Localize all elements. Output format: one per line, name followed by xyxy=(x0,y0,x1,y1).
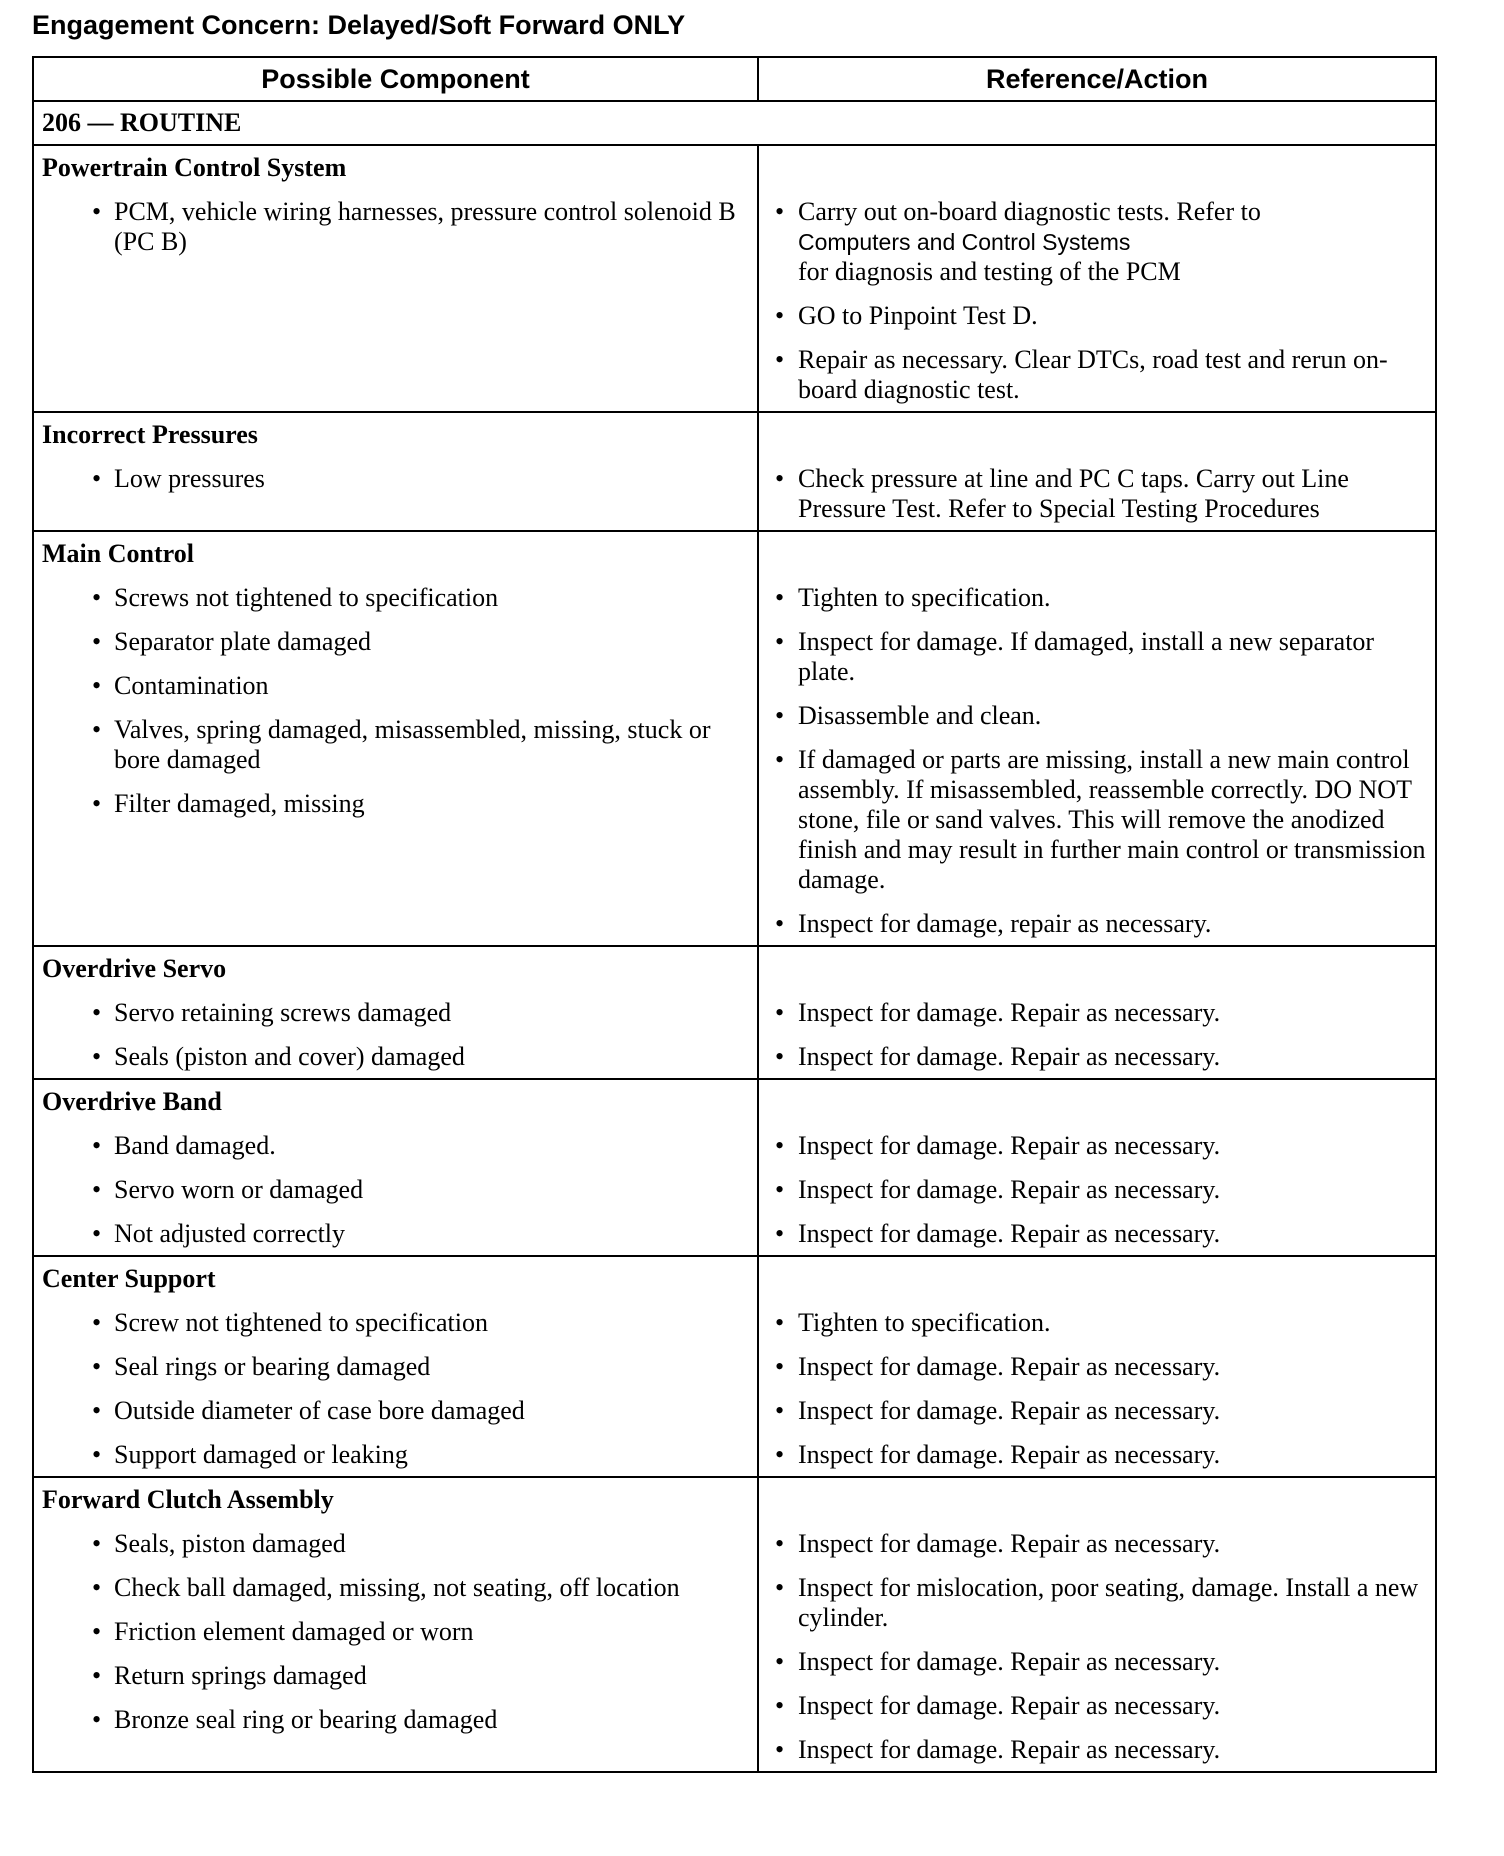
section-title: Main Control xyxy=(42,539,194,568)
action-text: Inspect for damage. Repair as necessary. xyxy=(798,1529,1221,1558)
component-item: • Support damaged or leaking xyxy=(42,1440,749,1470)
action-list xyxy=(767,1131,1427,1249)
action-list xyxy=(767,464,1427,524)
action-text: Inspect for damage. Repair as necessary. xyxy=(798,998,1221,1027)
component-item: • Servo retaining screws damaged xyxy=(42,998,749,1028)
action-text: Inspect for damage. Repair as necessary. xyxy=(798,1175,1221,1204)
action-item xyxy=(767,1396,1427,1426)
component-item: • Check ball damaged, missing, not seating, off location xyxy=(42,1573,749,1603)
section-title: Overdrive Band xyxy=(42,1087,222,1116)
component-item: • Screw not tightened to specification xyxy=(42,1308,749,1338)
component-list xyxy=(42,464,749,494)
component-cell xyxy=(33,145,758,412)
reference-action-header: Reference/Action xyxy=(758,57,1436,101)
component-list xyxy=(42,197,749,257)
section-row xyxy=(33,531,1436,946)
component-cell xyxy=(33,1477,758,1772)
component-cell xyxy=(33,412,758,531)
component-item: • Friction element damaged or worn xyxy=(42,1617,749,1647)
routine-label: 206 — ROUTINE xyxy=(33,101,1436,145)
action-item xyxy=(767,1175,1427,1205)
action-text: GO to Pinpoint Test D. xyxy=(798,301,1038,330)
action-cell xyxy=(758,531,1436,946)
action-item xyxy=(767,1529,1427,1559)
action-text: Inspect for damage, repair as necessary. xyxy=(798,909,1212,938)
action-item xyxy=(767,1573,1427,1633)
action-list xyxy=(767,998,1427,1072)
action-item xyxy=(767,1131,1427,1161)
action-cell xyxy=(758,1079,1436,1256)
header-row xyxy=(33,57,1436,101)
action-item xyxy=(767,197,1427,287)
section-row xyxy=(33,145,1436,412)
action-list xyxy=(767,1308,1427,1470)
component-list xyxy=(42,583,749,819)
component-cell xyxy=(33,1256,758,1477)
component-item: • Return springs damaged xyxy=(42,1661,749,1691)
possible-component-header: Possible Component xyxy=(33,57,758,101)
action-item xyxy=(767,1308,1427,1338)
action-list xyxy=(767,197,1427,405)
action-text: Carry out on-board diagnostic tests. Refer to xyxy=(798,197,1261,226)
action-text: Inspect for damage. Repair as necessary. xyxy=(798,1131,1221,1160)
section-title: Powertrain Control System xyxy=(42,153,347,182)
action-text: Inspect for damage. Repair as necessary. xyxy=(798,1691,1221,1720)
component-item: • Valves, spring damaged, misassembled, missing, stuck or bore damaged xyxy=(42,715,749,775)
action-cell xyxy=(758,145,1436,412)
component-item: • PCM, vehicle wiring harnesses, pressure control solenoid B (PC B) xyxy=(42,197,749,257)
action-text: Tighten to specification. xyxy=(798,1308,1051,1337)
component-item: • Separator plate damaged xyxy=(42,627,749,657)
action-text: Inspect for damage. Repair as necessary. xyxy=(798,1440,1221,1469)
component-item: • Seal rings or bearing damaged xyxy=(42,1352,749,1382)
action-text: Disassemble and clean. xyxy=(798,701,1042,730)
action-item xyxy=(767,583,1427,613)
component-item: • Not adjusted correctly xyxy=(42,1219,749,1249)
component-list xyxy=(42,1308,749,1470)
action-text: Inspect for damage. Repair as necessary. xyxy=(798,1735,1221,1764)
action-list xyxy=(767,583,1427,939)
component-cell xyxy=(33,946,758,1079)
component-list xyxy=(42,1529,749,1735)
action-text: Check pressure at line and PC C taps. Carry out Line Pressure Test. Refer to Special Testing Procedures xyxy=(798,464,1349,523)
action-cell xyxy=(758,1256,1436,1477)
action-text: Inspect for mislocation, poor seating, damage. Install a new cylinder. xyxy=(798,1573,1419,1632)
component-item: • Outside diameter of case bore damaged xyxy=(42,1396,749,1426)
component-item: • Servo worn or damaged xyxy=(42,1175,749,1205)
action-text: Repair as necessary. Clear DTCs, road test and rerun on-board diagnostic test. xyxy=(798,345,1388,404)
component-item: • Low pressures xyxy=(42,464,749,494)
component-item: • Seals, piston damaged xyxy=(42,1529,749,1559)
component-cell xyxy=(33,531,758,946)
section-row xyxy=(33,1256,1436,1477)
action-text: Tighten to specification. xyxy=(798,583,1051,612)
action-item xyxy=(767,909,1427,939)
action-item xyxy=(767,1691,1427,1721)
action-item xyxy=(767,1219,1427,1249)
action-item xyxy=(767,345,1427,405)
action-item xyxy=(767,1440,1427,1470)
component-item: • Contamination xyxy=(42,671,749,701)
action-text: If damaged or parts are missing, install a new main control assembly. If misassembled, reassemble correctly. DO NOT stone, file or sand valves. This will remove the anodized finish and may result in further main control or transmission damage. xyxy=(798,745,1426,894)
section-title: Incorrect Pressures xyxy=(42,420,258,449)
component-item: • Band damaged. xyxy=(42,1131,749,1161)
action-text: Inspect for damage. If damaged, install a new separator plate. xyxy=(798,627,1375,686)
action-item xyxy=(767,627,1427,687)
section-title: Center Support xyxy=(42,1264,216,1293)
diagnosis-table xyxy=(32,56,1437,1773)
component-item: • Bronze seal ring or bearing damaged xyxy=(42,1705,749,1735)
action-text: Inspect for damage. Repair as necessary. xyxy=(798,1352,1221,1381)
action-text: Inspect for damage. Repair as necessary. xyxy=(798,1219,1221,1248)
action-item xyxy=(767,701,1427,731)
section-row xyxy=(33,1477,1436,1772)
section-title: Overdrive Servo xyxy=(42,954,227,983)
routine-row xyxy=(33,101,1436,145)
section-title: Forward Clutch Assembly xyxy=(42,1485,334,1514)
action-list xyxy=(767,1529,1427,1765)
action-item xyxy=(767,464,1427,524)
component-item: • Seals (piston and cover) damaged xyxy=(42,1042,749,1072)
component-list xyxy=(42,998,749,1072)
action-item xyxy=(767,1735,1427,1765)
action-item xyxy=(767,1647,1427,1677)
table-body xyxy=(33,101,1436,1772)
component-item: • Screws not tightened to specification xyxy=(42,583,749,613)
page-title: Engagement Concern: Delayed/Soft Forward ONLY xyxy=(32,10,686,40)
action-item xyxy=(767,1352,1427,1382)
action-item xyxy=(767,998,1427,1028)
section-row xyxy=(33,412,1436,531)
action-item xyxy=(767,745,1427,895)
component-item: • Filter damaged, missing xyxy=(42,789,749,819)
component-cell xyxy=(33,1079,758,1256)
action-item xyxy=(767,1042,1427,1072)
action-text-tail: for diagnosis and testing of the PCM xyxy=(798,257,1181,286)
action-text: Inspect for damage. Repair as necessary. xyxy=(798,1647,1221,1676)
action-cell xyxy=(758,412,1436,531)
action-cell xyxy=(758,1477,1436,1772)
section-row xyxy=(33,946,1436,1079)
action-item xyxy=(767,301,1427,331)
action-text: Inspect for damage. Repair as necessary. xyxy=(798,1042,1221,1071)
section-row xyxy=(33,1079,1436,1256)
action-text: Inspect for damage. Repair as necessary. xyxy=(798,1396,1221,1425)
component-list xyxy=(42,1131,749,1249)
action-cell xyxy=(758,946,1436,1079)
reference-link[interactable]: Computers and Control Systems xyxy=(798,229,1131,255)
